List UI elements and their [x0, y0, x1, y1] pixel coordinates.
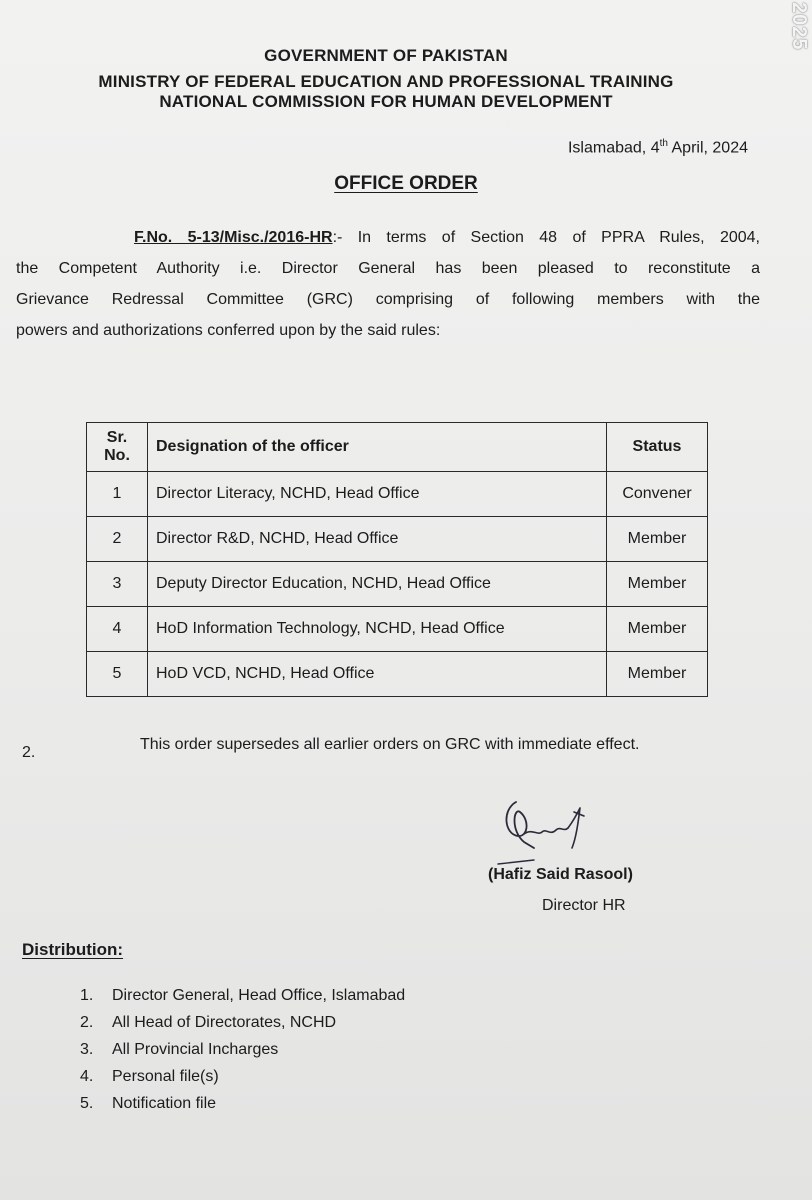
- cell-sr: 1: [87, 472, 148, 517]
- table-row: [87, 607, 708, 652]
- list-item: 5. Notification file: [80, 1095, 217, 1112]
- header-ministry: MINISTRY OF FEDERAL EDUCATION AND PROFESSIONAL TRAINING: [98, 72, 674, 91]
- table-header-row: [87, 423, 708, 472]
- signatory-designation: Director HR: [542, 897, 626, 914]
- paragraph-2-text: This order supersedes all earlier orders on GRC with immediate effect.: [140, 736, 640, 753]
- year-stamp: 2025: [788, 2, 810, 51]
- cell-status: Member: [607, 652, 708, 697]
- header-commission: NATIONAL COMMISSION FOR HUMAN DEVELOPMENT: [159, 92, 613, 111]
- file-reference: F.No. 5-13/Misc./2016-HR: [134, 229, 333, 246]
- cell-sr: 3: [87, 562, 148, 607]
- cell-status: Member: [607, 517, 708, 562]
- list-item: 1. Director General, Head Office, Islamabad: [80, 987, 406, 1004]
- handwritten-signature: [494, 790, 604, 870]
- cell-designation: Director R&D, NCHD, Head Office: [148, 517, 607, 562]
- cell-sr: 4: [87, 607, 148, 652]
- list-item: 4. Personal file(s): [80, 1068, 219, 1085]
- committee-table: [86, 422, 708, 697]
- distribution-heading: Distribution:: [22, 940, 124, 959]
- header-status: Status: [607, 423, 708, 472]
- table-row: [87, 517, 708, 562]
- header-government: GOVERNMENT OF PAKISTAN: [264, 46, 508, 65]
- list-item: 2. All Head of Directorates, NCHD: [80, 1014, 337, 1031]
- cell-designation: Deputy Director Education, NCHD, Head Office: [148, 562, 607, 607]
- table-row: [87, 472, 708, 517]
- order-date: Islamabad, 4th April, 2024: [567, 138, 748, 157]
- cell-designation: HoD Information Technology, NCHD, Head Office: [148, 607, 607, 652]
- cell-designation: Director Literacy, NCHD, Head Office: [148, 472, 607, 517]
- distribution-list: [80, 982, 405, 1117]
- order-paragraph: F.No. 5-13/Misc./2016-HR:- In terms of Section 48 of PPRA Rules, 2004, the Competent Authority i.e. Director General has been pleased to reconstitute a Grievance Redressal Committee (GRC) comprising of following members with the powers and authorizations conferred upon by the said rules:: [16, 229, 760, 339]
- signatory-name: (Hafiz Said Rasool): [488, 866, 633, 883]
- cell-status: Member: [607, 607, 708, 652]
- cell-status: Convener: [607, 472, 708, 517]
- list-item: 3. All Provincial Incharges: [80, 1041, 279, 1058]
- table-row: [87, 562, 708, 607]
- cell-sr: 5: [87, 652, 148, 697]
- cell-sr: 2: [87, 517, 148, 562]
- page-title: OFFICE ORDER: [334, 173, 478, 194]
- header-sr: Sr. No.: [87, 423, 148, 472]
- table-row: [87, 652, 708, 697]
- paragraph-2-number: 2.: [22, 744, 36, 761]
- cell-designation: HoD VCD, NCHD, Head Office: [148, 652, 607, 697]
- cell-status: Member: [607, 562, 708, 607]
- header-designation: Designation of the officer: [148, 423, 607, 472]
